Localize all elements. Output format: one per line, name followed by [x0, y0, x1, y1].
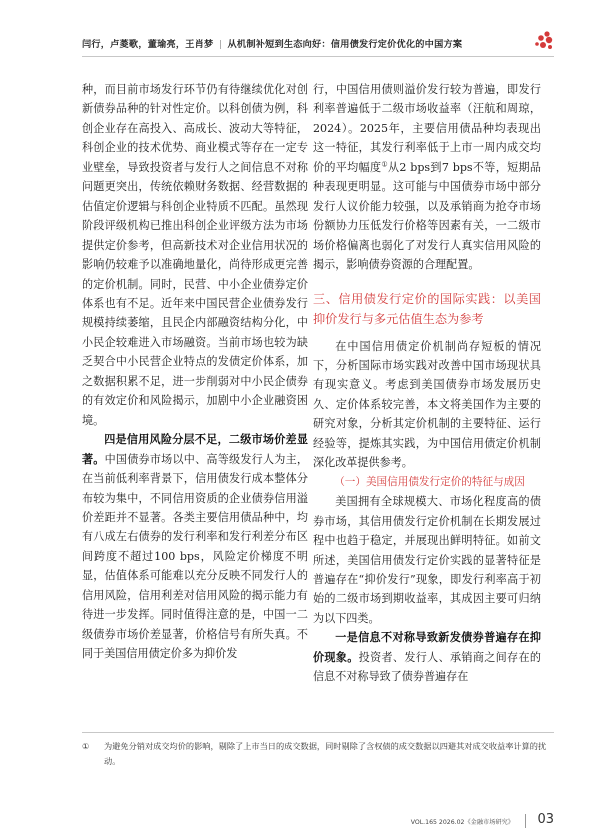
journal-logo-dots-icon [533, 30, 555, 52]
footnote [82, 739, 552, 769]
footnote-marker: ① [82, 741, 90, 751]
header-rule [82, 56, 554, 57]
right-paragraph-1-after: 从2 bps到7 bps不等，短期品种表现更明显。这可能与中国债券市场中部分发行人议价能力较强，以及承销商为抢夺市场份额协力压低发行价格等因素有关，一二级市场价格偏离也弱化了对发行人真实信用风险的揭示，影响债券资源的合理配置。 [313, 160, 541, 272]
footnote-reference[interactable]: ① [381, 160, 388, 169]
footer-divider [525, 814, 526, 828]
left-paragraph-2 [82, 430, 308, 663]
page-header [0, 0, 602, 60]
right-paragraph-1 [313, 80, 541, 275]
right-paragraph-1-text: 行，中国信用债则溢价发行较为普遍，即发行利率普遍低于二级市场收益率（汪航和周琼，2024）。2025年，主要信用债品种均表现出这一特征，其发行利率低于上市一周内成交均价的平均幅度 [313, 83, 541, 174]
section-heading: 三、信用债发行定价的国际实践：以美国抑价发行与多元估值生态为参考 [313, 291, 541, 326]
right-paragraph-4-body: 投资者、发行人、承销商之间存在的信息不对称导致了债券普遍存在 [313, 650, 541, 684]
left-paragraph-2-body: 中国债券市场以中、高等级发行人为主，在当前低利率背景下，信用债发行成本整体分布较为集中，不同信用资质的企业债券信用溢价差距并不显著。各类主要信用债品种中，均有八成左右债券的发行利率和发行利差分布区间跨度不超过100 bps，风险定价梯度不明显，估值体系可能难以充分反映不同发行人的信用风险，信用利差对信用风险的揭示能力有待进一步发挥。同时值得注意的是，中国一二级债券市场价差显著，价格信号有所失真。不同于美国信用债定价多为抑价发 [82, 452, 308, 661]
header-authors: 闫行，卢菱歌，董瑜亮，王肖梦 [82, 39, 214, 50]
subsection-heading: （一）美国信用债发行定价的特征与成因 [334, 475, 525, 488]
left-paragraph-1: 种，而目前市场发行环节仍有待继续优化对创新债券品种的针对性定价。以科创债为例，科创企业存在高投入、高成长、波动大等特征，科创企业的技术优势、商业模式等存在一定专业壁垒，导致投资者与发行人之间信息不对称问题更突出，传统依赖财务数据、经营数据的估值定价逻辑与科创企业特质不匹配。虽然现阶段评级机构已推出科创企业评级方法为市场提供定价参考，但高新技术对企业信用状况的影响仍较难予以准确地量化，尚待形成更完善的定价机制。同时，民营、中小企业债券定价体系也有不足。近年来中国民营企业债券发行规模持续萎缩，且民企内部融资结构分化，中小民企较难进入市场融资。当前市场也较为缺乏契合中小民营企业特点的发债定价体系，加之数据积累不足，进一步削弱对中小民企债券的有效定价和风险揭示，加剧中小企业融资困境。 [82, 83, 308, 427]
page-footer [350, 812, 554, 830]
journal-reference: VOL.165 2026.02《金融市场研究》 [410, 819, 514, 826]
left-column [82, 80, 308, 664]
header-title: 从机制补短到生态向好：信用债发行定价优化的中国方案 [227, 39, 463, 50]
right-column [313, 80, 541, 687]
running-header [82, 36, 532, 50]
header-separator: | [218, 39, 223, 50]
right-paragraph-4 [313, 628, 541, 686]
footnote-rule [82, 732, 554, 733]
footnote-text: 为避免分销对成交均价的影响，剔除了上市当日的成交数据，同时剔除了含权债的成交数据以四避其对成交收益率计算的扰动。 [104, 741, 547, 766]
left-paragraph-2-lead: 四是信用风险分层不足，二级市场价差显著。 [82, 433, 308, 466]
right-paragraph-3: 美国拥有全球规模大、市场化程度高的债券市场，其信用债发行定价机制在长期发展过程中也趋于稳定，并展现出鲜明特征。如前文所述，美国信用债发行定价实践的显著特征是普遍存在“抑价发行”现象，即发行利率高于初始的二级市场到期收益率，其成因主要可归纳为以下四类。 [313, 495, 541, 625]
right-paragraph-4-lead: 一是信息不对称导致新发债券普遍存在抑价现象。 [313, 631, 541, 664]
right-paragraph-2: 在中国信用债定价机制尚存短板的情况下，分析国际市场实践对改善中国市场现状具有现实意义。考虑到美国债券市场发展历史久、定价体系较完善，本文将美国作为主要的研究对象，分析其定价机制的主要特征、运行经验等，提炼其实践，为中国信用债定价机制深化改革提供参考。 [313, 339, 541, 470]
page-number: 03 [537, 812, 554, 827]
